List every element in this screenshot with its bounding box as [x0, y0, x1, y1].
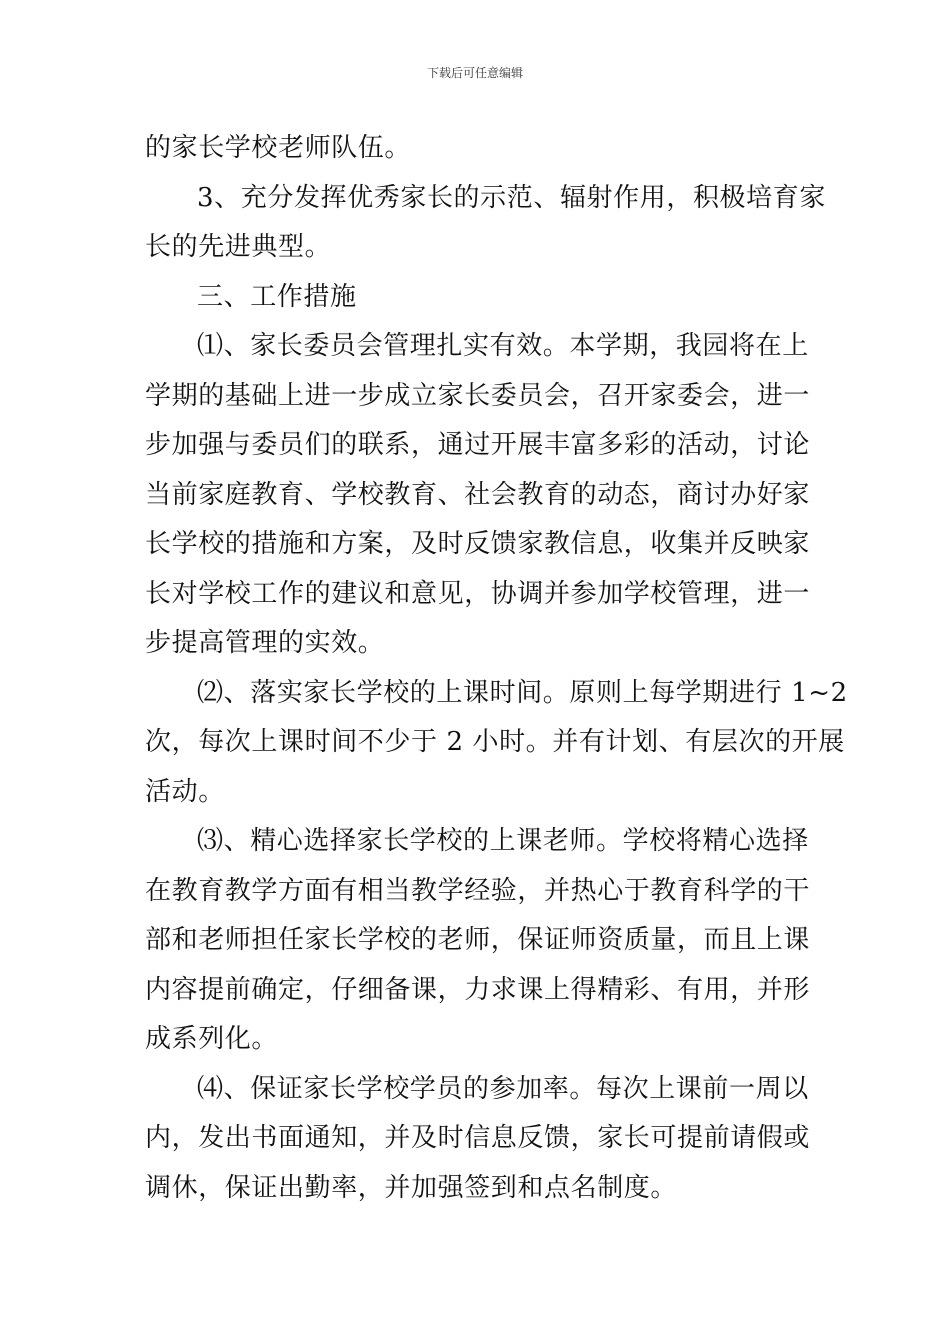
text-line: 的家长学校老师队伍。 [145, 133, 412, 163]
text-line: 长对学校工作的建议和意见，协调并参加学校管理，进一 [145, 578, 811, 609]
text-line: 在教育教学方面有相当教学经验，并热心于教育科学的干 [145, 875, 811, 906]
text-line: 步提高管理的实效。 [145, 628, 385, 658]
measure-2-start: ⑵、落实家长学校的上课时间。原则上每学期进行 1~2 [197, 677, 848, 708]
text-line: 内，发出书面通知，并及时信息反馈，家长可提前请假或 [145, 1123, 811, 1153]
text-line: 部和老师担任家长学校的老师，保证师资质量，而且上课 [145, 925, 811, 955]
measure-1-start: ⑴、家长委员会管理扎实有效。本学期，我园将在上 [197, 331, 809, 361]
text-line: 当前家庭教育、学校教育、社会教育的动态，商讨办好家 [145, 479, 811, 510]
document-body [145, 124, 848, 1213]
text-line: 次，每次上课时间不少于 2 小时。并有计划、有层次的开展 [145, 727, 845, 757]
section-heading: 三、工作措施 [197, 281, 357, 312]
text-line: 学期的基础上进一步成立家长委员会，召开家委会，进一 [145, 380, 811, 411]
measure-4-start: ⑷、保证家长学校学员的参加率。每次上课前一周以 [197, 1073, 809, 1104]
text-line: 长学校的措施和方案，及时反馈家教信息，收集并反映家 [145, 529, 811, 559]
text-line: 内容提前确定，仔细备课，力求课上得精彩、有用，并形 [145, 974, 811, 1005]
measure-3-start: ⑶、精心选择家长学校的上课老师。学校将精心选择 [197, 826, 809, 856]
text-line: 成系列化。 [145, 1024, 279, 1054]
text-line: 调休，保证出勤率，并加强签到和点名制度。 [145, 1172, 678, 1203]
text-line: 活动。 [145, 776, 225, 807]
text-line: 长的先进典型。 [145, 232, 332, 262]
paragraph-item-3: 3、充分发挥优秀家长的示范、辐射作用，积极培育家 [197, 182, 826, 213]
text-line: 步加强与委员们的联系，通过开展丰富多彩的活动，讨论 [145, 430, 811, 460]
page-header-note: 下载后可任意编辑 [426, 66, 523, 80]
